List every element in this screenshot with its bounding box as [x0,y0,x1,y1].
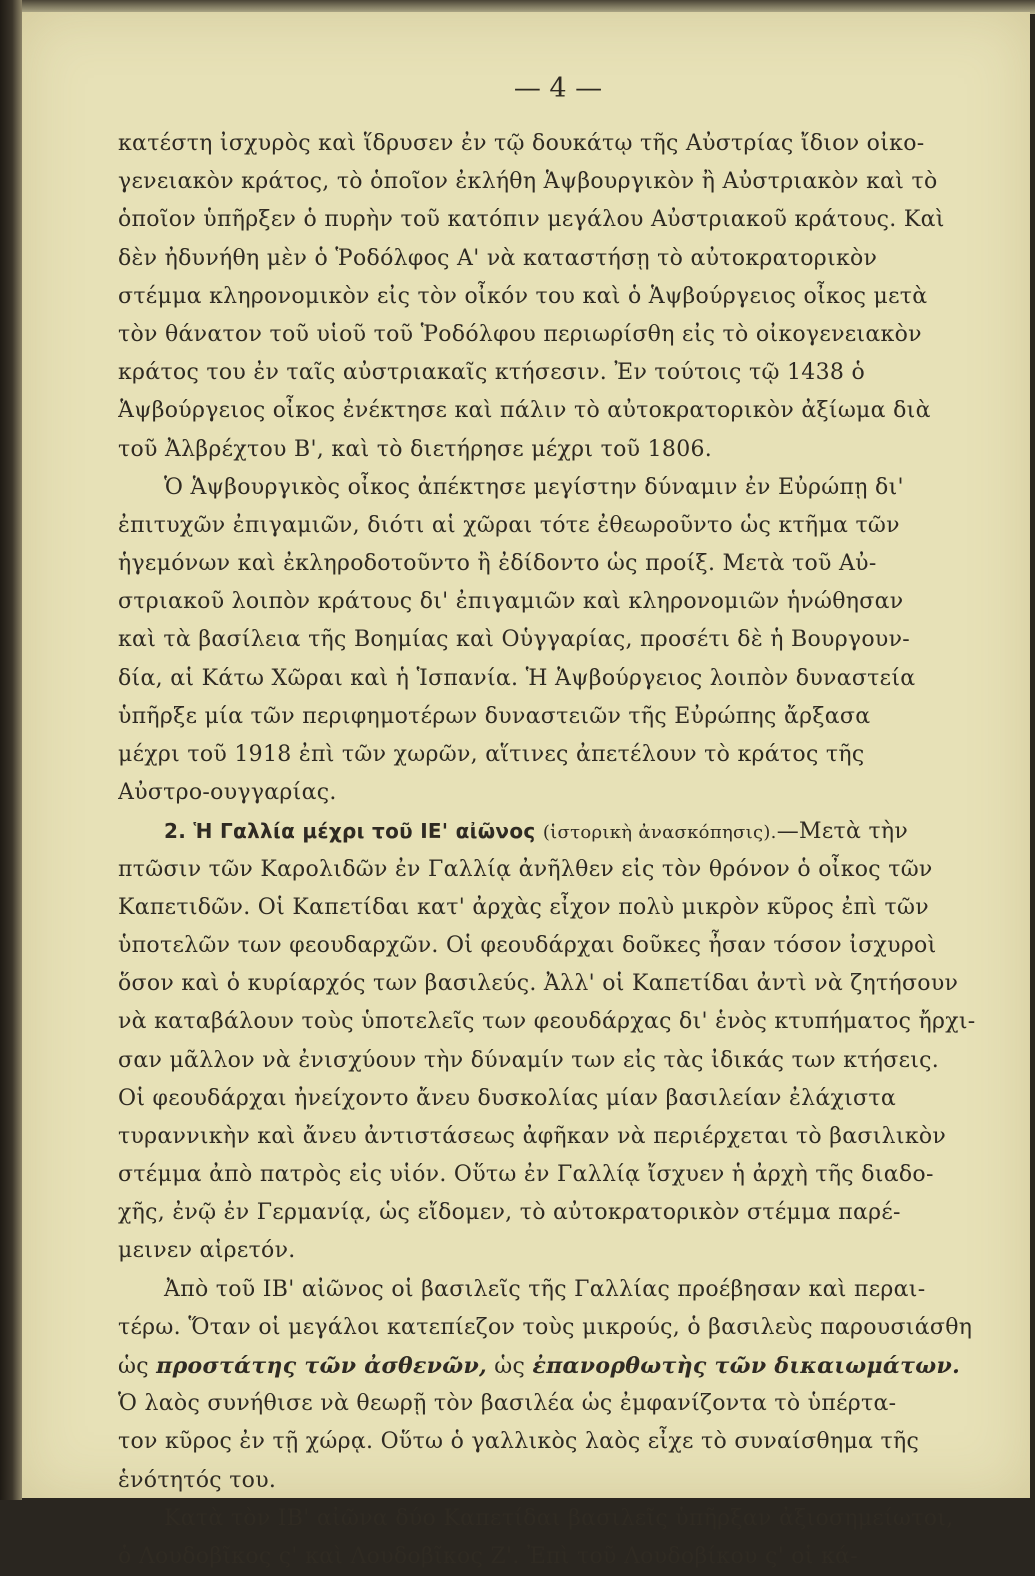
page-number: — 4 — [513,73,603,104]
text-line: ἑνότητός του. [118,1467,277,1493]
text-line: ἡγεμόνων καὶ ἐκληροδοτοῦντο ἢ ἐδίδοντο ὡς προίξ. Μετὰ τοῦ Αὐ- [118,551,877,577]
emphasis-phrase: προστάτης τῶν ἀσθενῶν, [156,1353,487,1379]
section-heading-line [118,812,998,850]
text-line: στέμμα ἀπὸ πατρὸς εἰς υἱόν. Οὕτω ἐν Γαλλίᾳ ἴσχυεν ἡ ἀρχὴ τῆς διαδο- [118,1162,934,1188]
text-line: τον κῦρος ἐν τῇ χώρᾳ. Οὕτω ὁ γαλλικὸς λαὸς εἶχε τὸ συναίσθημα τῆς [118,1429,920,1455]
text-line: γενειακὸν κράτος, τὸ ὁποῖον ἐκλήθη Ἁψβουργικὸν ἢ Αὐστριακὸν καὶ τὸ [118,169,938,195]
section-number: 2. [164,819,187,844]
text-line: στέμμα κληρονομικὸν εἰς τὸν οἶκόν του καὶ ὁ Ἁψβούργειος οἶκος μετὰ [118,283,928,309]
text-line: ὁ Λουδοβῖκος ς' καὶ Λουδοβῖκος Ζ'. Ἐπὶ τοῦ Λουδοβίκου ς' οἱ κά- [118,1543,858,1569]
text-line: χῆς, ἐνῷ ἐν Γερμανίᾳ, ὡς εἴδομεν, τὸ αὐτοκρατορικὸν στέμμα παρέ- [118,1200,901,1226]
text-line: ὅσον καὶ ὁ κυρίαρχός των βασιλεύς. Ἀλλ' οἱ Καπετίδαι ἀντὶ νὰ ζητήσουν [118,971,959,997]
text-line: κατέστη ἰσχυρὸς καὶ ἵδρυσεν ἐν τῷ δουκάτῳ τῆς Αὐστρίας ἴδιον οἰκο- [118,131,925,156]
paragraph-start-line: Ἀπὸ τοῦ ΙΒ' αἰῶνος οἱ βασιλεῖς τῆς Γαλλίας προέβησαν καὶ περαι- [164,1276,926,1302]
page-text [118,67,998,1576]
text-line: Αὐστρο-ουγγαρίας. [118,780,337,806]
text-run: ὡς [494,1354,526,1379]
text-line: μεινεν αἱρετόν. [118,1238,296,1264]
text-line: τὸν θάνατον τοῦ υἱοῦ τοῦ Ῥοδόλφου περιωρίσθη εἰς τὸ οἰκογενειακὸν [118,321,922,347]
text-line: στριακοῦ λοιπὸν κράτους δι' ἐπιγαμιῶν καὶ κληρονομιῶν ἡνώθησαν [118,589,904,615]
emphasis-phrase: ἐπανορθωτὴς τῶν δικαιωμάτων. [532,1353,961,1379]
emphasis-line [118,1347,998,1385]
paragraph-start-line: Κατὰ τὸν ΙΒ' αἰῶνα δύο Καπετίδαι βασιλεῖς ὑπῆρξαν ἀξιοσημείωτοι, [164,1505,954,1531]
book-binding-edge [0,0,22,1500]
text-line: ὑποτελῶν των φεουδαρχῶν. Οἱ φεουδάρχαι δοῦκες ἦσαν τόσον ἰσχυροὶ [118,932,937,958]
text-line: σαν μᾶλλον νὰ ἐνισχύουν τὴν δύναμίν των εἰς τὰς ἰδικάς των κτήσεις. [118,1047,940,1073]
text-line: ὁποῖον ὑπῆρξεν ὁ πυρὴν τοῦ κατόπιν μεγάλου Αὐστριακοῦ κράτους. Καὶ [118,207,945,233]
section-subtitle: (ἱστορικὴ ἀνασκόπησις). [542,822,777,844]
text-line: δὲν ἠδυνήθη μὲν ὁ Ῥοδόλφος Α' νὰ καταστήσῃ τὸ αὐτοκρατορικὸν [118,245,878,271]
section-title: Ἡ Γαλλία μέχρι τοῦ ΙΕ' αἰῶνος [193,819,536,844]
text-line: Ἁψβούργειος οἶκος ἐνέκτησε καὶ πάλιν τὸ αὐτοκρατορικὸν ἀξίωμα διὰ [118,398,931,424]
text-line: Καπετιδῶν. Οἱ Καπετίδαι κατ' ἀρχὰς εἶχον πολὺ μικρὸν κῦρος ἐπὶ τῶν [118,894,929,920]
text-line: κράτος του ἐν ταῖς αὐστριακαῖς κτήσεσιν. Ἐν τούτοις τῷ 1438 ὁ [118,360,866,386]
text-line: καὶ τὰ βασίλεια τῆς Βοημίας καὶ Οὑγγαρίας, προσέτι δὲ ἡ Βουργουν- [118,627,911,653]
text-line: τέρω. Ὅταν οἱ μεγάλοι κατεπίεζον τοὺς μικρούς, ὁ βασιλεὺς παρουσιάσθη [118,1314,973,1340]
text-line: τοῦ Ἀλβρέχτου Β', καὶ τὸ διετήρησε μέχρι τοῦ 1806. [118,436,713,462]
text-line: τυραννικὴν καὶ ἄνευ ἀντιστάσεως ἀφῆκαν νὰ περιέρχεται τὸ βασιλικὸν [118,1123,947,1149]
text-line: Οἱ φεουδάρχαι ἠνείχοντο ἄνευ δυσκολίας μίαν βασιλείαν ἐλάχιστα [118,1085,896,1111]
text-line: Ὁ λαὸς συνήθισε νὰ θεωρῇ τὸν βασιλέα ὡς ἐμφανίζοντα τὸ ὑπέρτα- [118,1391,897,1417]
text-line: πτῶσιν τῶν Καρολιδῶν ἐν Γαλλίᾳ ἀνῆλθεν εἰς τὸν θρόνον ὁ οἶκος τῶν [118,856,933,882]
text-line: νὰ καταβάλουν τοὺς ὑποτελεῖς των φεουδάρχας δι' ἑνὸς κτυπήματος ἤρχι- [118,1009,976,1035]
text-line: ἐπιτυχῶν ἐπιγαμιῶν, διότι αἱ χῶραι τότε ἐθεωροῦντο ὡς κτῆμα τῶν [118,512,900,538]
text-run: ὡς [118,1354,149,1379]
scanned-page [22,12,1030,1569]
text-run: —Μετὰ τὴν [776,819,909,845]
text-line: δία, αἱ Κάτω Χῶραι καὶ ἡ Ἱσπανία. Ἡ Ἁψβούργειος λοιπὸν δυναστεία [118,665,916,691]
text-line: ὑπῆρξε μία τῶν περιφημοτέρων δυναστειῶν τῆς Εὐρώπης ἄρξασα [118,703,871,729]
text-line: μέχρι τοῦ 1918 ἐπὶ τῶν χωρῶν, αἵτινες ἀπετέλουν τὸ κράτος τῆς [118,742,865,767]
paragraph-start-line: Ὁ Ἁψβουργικὸς οἶκος ἀπέκτησε μεγίστην δύναμιν ἐν Εὐρώπῃ δι' [164,474,904,500]
